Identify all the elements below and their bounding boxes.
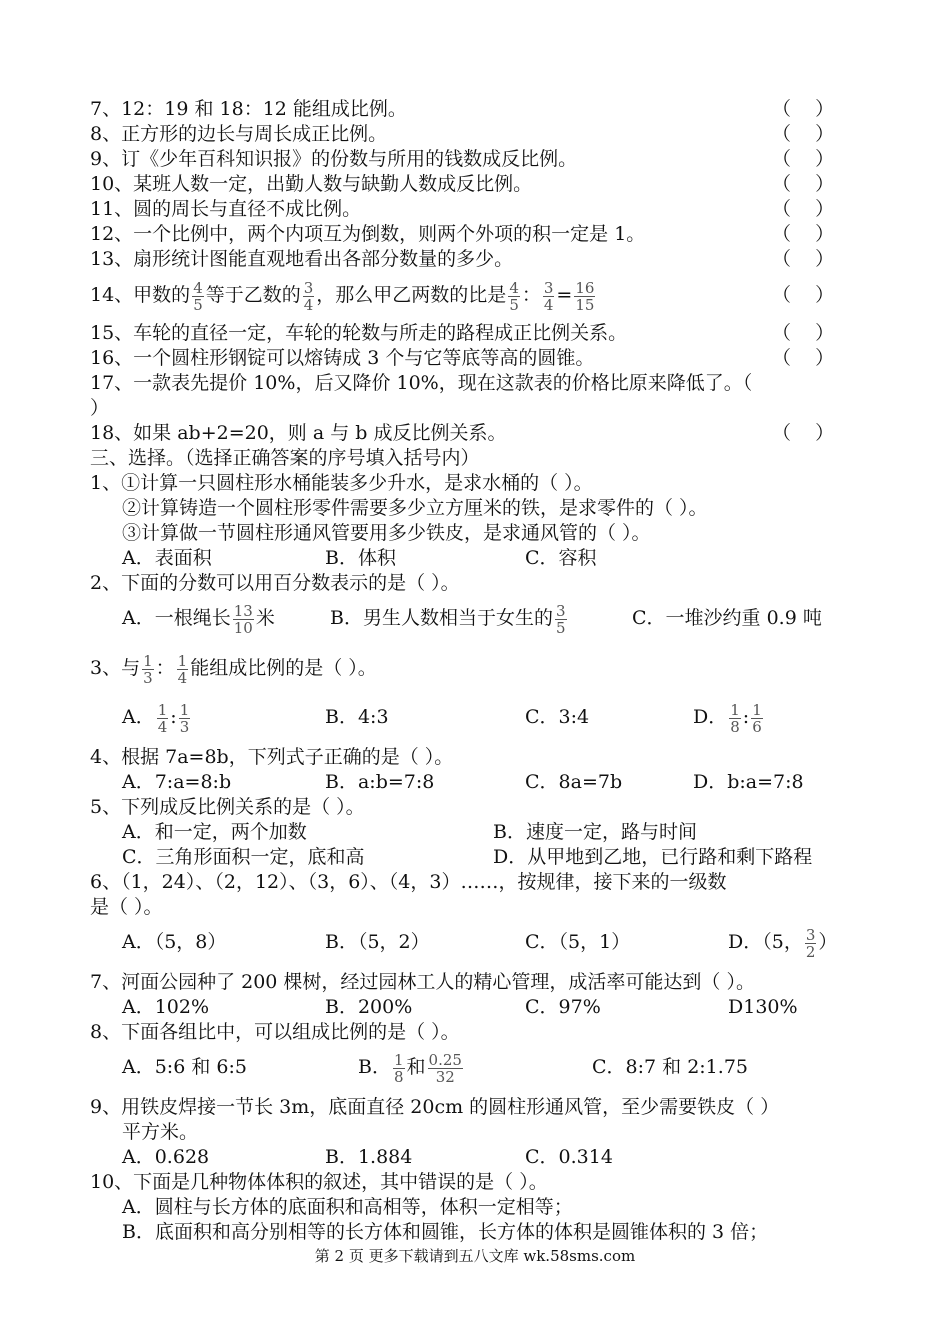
option: B．4:3	[325, 706, 389, 728]
q1-c: ③计算做一节圆柱形通风管要用多少铁皮，是求通风管的（ ）。	[122, 522, 651, 544]
q9-stem: 9、用铁皮焊接一节长 3m，底面直径 20cm 的圆柱形通风管，至少需要铁皮（ ）	[90, 1096, 780, 1118]
judge-item-10: 10、某班人数一定，出勤人数与缺勤人数成反比例。	[90, 173, 533, 195]
fraction: $\frac{3}{4}$	[303, 278, 314, 314]
q10-stem: 10、下面是几种物体体积的叙述，其中错误的是（ ）。	[90, 1171, 548, 1193]
option: A．一根绳长 $\frac{13}{10}$ 米	[122, 601, 275, 637]
judge-item-12: 12、一个比例中，两个内项互为倒数，则两个外项的积一定是 1。	[90, 223, 646, 245]
q3-stem: 3、与 $\frac{1}{3}$ ： $\frac{1}{4}$ 能组成比例的是（ ）。	[90, 651, 377, 687]
q10-b: B．底面积和高分别相等的长方体和圆锥，长方体的体积是圆锥体积的 3 倍；	[122, 1221, 769, 1243]
fraction: $\frac{3}{5}$	[555, 601, 566, 637]
answer-paren: （ ）	[772, 347, 835, 369]
option: C．0.314	[525, 1146, 613, 1168]
answer-paren: （ ）	[772, 148, 835, 170]
q2-stem: 2、下面的分数可以用百分数表示的是（ ）。	[90, 572, 460, 594]
fraction: $\frac{1}{3}$	[143, 651, 153, 687]
answer-paren: （ ）	[772, 173, 835, 195]
option: B．1.884	[325, 1146, 413, 1168]
option: C．97%	[525, 996, 601, 1018]
judge-item-18: 18、如果 ab+2=20，则 a 与 b 成反比例关系。	[90, 422, 507, 444]
option: A．表面积	[122, 547, 212, 569]
fraction: $\frac{4}{5}$	[193, 278, 203, 314]
fraction: $\frac{1}{8}$	[393, 1050, 404, 1086]
q1-b: ②计算铸造一个圆柱形零件需要多少立方厘米的铁，是求零件的（ ）。	[122, 497, 708, 519]
option: A．5:6 和 6:5	[122, 1056, 247, 1078]
option: A．（5，8）	[122, 931, 227, 953]
judge-item-15: 15、车轮的直径一定，车轮的轮数与所走的路程成正比例关系。	[90, 322, 628, 344]
q7-stem: 7、河面公园种了 200 棵树，经过园林工人的精心管理，成活率可能达到（ ）。	[90, 971, 755, 993]
option: D．（5， $\frac{3}{2}$ ）	[728, 925, 838, 961]
fraction: $\frac{1}{3}$	[179, 700, 190, 736]
option: C．8a=7b	[525, 771, 623, 793]
judge-item-14: 14、甲数的 $\frac{4}{5}$ 等于乙数的 $\frac{3}{4}$ ，那么甲乙两数的比是 $\frac{4}{5}$ ： $\frac{3}{4}$ = $\frac{16}{15}$	[90, 278, 595, 314]
q9-stem-cont: 平方米。	[122, 1121, 199, 1143]
option: D．从甲地到乙地，已行路和剩下路程	[493, 846, 813, 868]
fraction: $\frac{13}{10}$	[233, 601, 253, 637]
fraction: $\frac{0.25}{32}$	[428, 1050, 462, 1086]
answer-paren: （ ）	[772, 322, 835, 344]
option: C．（5，1）	[525, 931, 631, 953]
fraction: $\frac{1}{8}$	[730, 700, 740, 736]
option: B．200%	[325, 996, 413, 1018]
answer-paren: （ ）	[772, 223, 835, 245]
q1-a: 1、①计算一只圆柱形水桶能装多少升水，是求水桶的（ ）。	[90, 472, 593, 494]
fraction: $\frac{16}{15}$	[575, 278, 595, 314]
option: C．三角形面积一定，底和高	[122, 846, 365, 868]
fraction: $\frac{4}{5}$	[509, 278, 519, 314]
section-title: 三、选择。（选择正确答案的序号填入括号内）	[90, 447, 480, 469]
fraction: $\frac{3}{2}$	[805, 925, 816, 961]
answer-paren: （ ）	[772, 123, 835, 145]
option: C．容积	[525, 547, 597, 569]
option: D． $\frac{1}{8}$ : $\frac{1}{6}$	[693, 700, 762, 736]
judge-item-8: 8、正方形的边长与周长成正比例。	[90, 123, 388, 145]
answer-paren: （ ）	[772, 422, 835, 444]
option: B． $\frac{1}{8}$ 和 $\frac{0.25}{32}$	[358, 1050, 462, 1086]
option: C．3:4	[525, 706, 590, 728]
option: D．b:a=7:8	[693, 771, 804, 793]
answer-paren: （ ）	[772, 248, 835, 270]
option: A．0.628	[122, 1146, 210, 1168]
option: D130%	[728, 996, 798, 1018]
option: B．速度一定，路与时间	[493, 821, 697, 843]
q8-stem: 8、下面各组比中，可以组成比例的是（ ）。	[90, 1021, 460, 1043]
judge-item-16: 16、一个圆柱形钢锭可以熔铸成 3 个与它等底等高的圆锥。	[90, 347, 595, 369]
option: C．8:7 和 2:1.75	[592, 1056, 748, 1078]
judge-item-17: 17、一款表先提价 10%，后又降价 10%，现在这款表的价格比原来降低了。（	[90, 372, 753, 394]
answer-paren: （ ）	[772, 198, 835, 220]
q5-stem: 5、下列成反比例关系的是（ ）。	[90, 796, 365, 818]
q6-stem: 6、（1，24）、（2，12）、（3，6）、（4，3）……，按规律，接下来的一级数	[90, 871, 727, 893]
q10-a: A．圆柱与长方体的底面积和高相等，体积一定相等；	[122, 1196, 573, 1218]
option: B．（5，2）	[325, 931, 430, 953]
fraction: $\frac{1}{4}$	[177, 651, 188, 687]
option: A． $\frac{1}{4}$ : $\frac{1}{3}$	[122, 700, 190, 736]
judge-item-17-cont: ）	[90, 397, 110, 419]
option: B．a:b=7:8	[325, 771, 435, 793]
option: A．和一定，两个加数	[122, 821, 307, 843]
q6-stem-cont: 是（ ）。	[90, 896, 163, 918]
fraction: $\frac{1}{6}$	[752, 700, 762, 736]
q4-stem: 4、根据 7a=8b，下列式子正确的是（ ）。	[90, 746, 454, 768]
judge-item-13: 13、扇形统计图能直观地看出各部分数量的多少。	[90, 248, 514, 270]
option: A．102%	[122, 996, 210, 1018]
judge-item-11: 11、圆的周长与直径不成比例。	[90, 198, 362, 220]
page-footer: 第 2 页 更多下载请到五八文库 wk.58sms.com	[314, 1247, 636, 1265]
option: A．7:a=8:b	[122, 771, 232, 793]
option: C．一堆沙约重 0.9 吨	[632, 607, 822, 629]
answer-paren: （ ）	[772, 98, 835, 120]
fraction: $\frac{1}{4}$	[157, 700, 168, 736]
judge-item-9: 9、订《少年百科知识报》的份数与所用的钱数成反比例。	[90, 148, 578, 170]
option: B．体积	[325, 547, 396, 569]
judge-item-7: 7、12：19 和 18：12 能组成比例。	[90, 98, 407, 120]
answer-paren: （ ）	[772, 284, 835, 306]
fraction: $\frac{3}{4}$	[543, 278, 554, 314]
option: B．男生人数相当于女生的 $\frac{3}{5}$	[330, 601, 566, 637]
